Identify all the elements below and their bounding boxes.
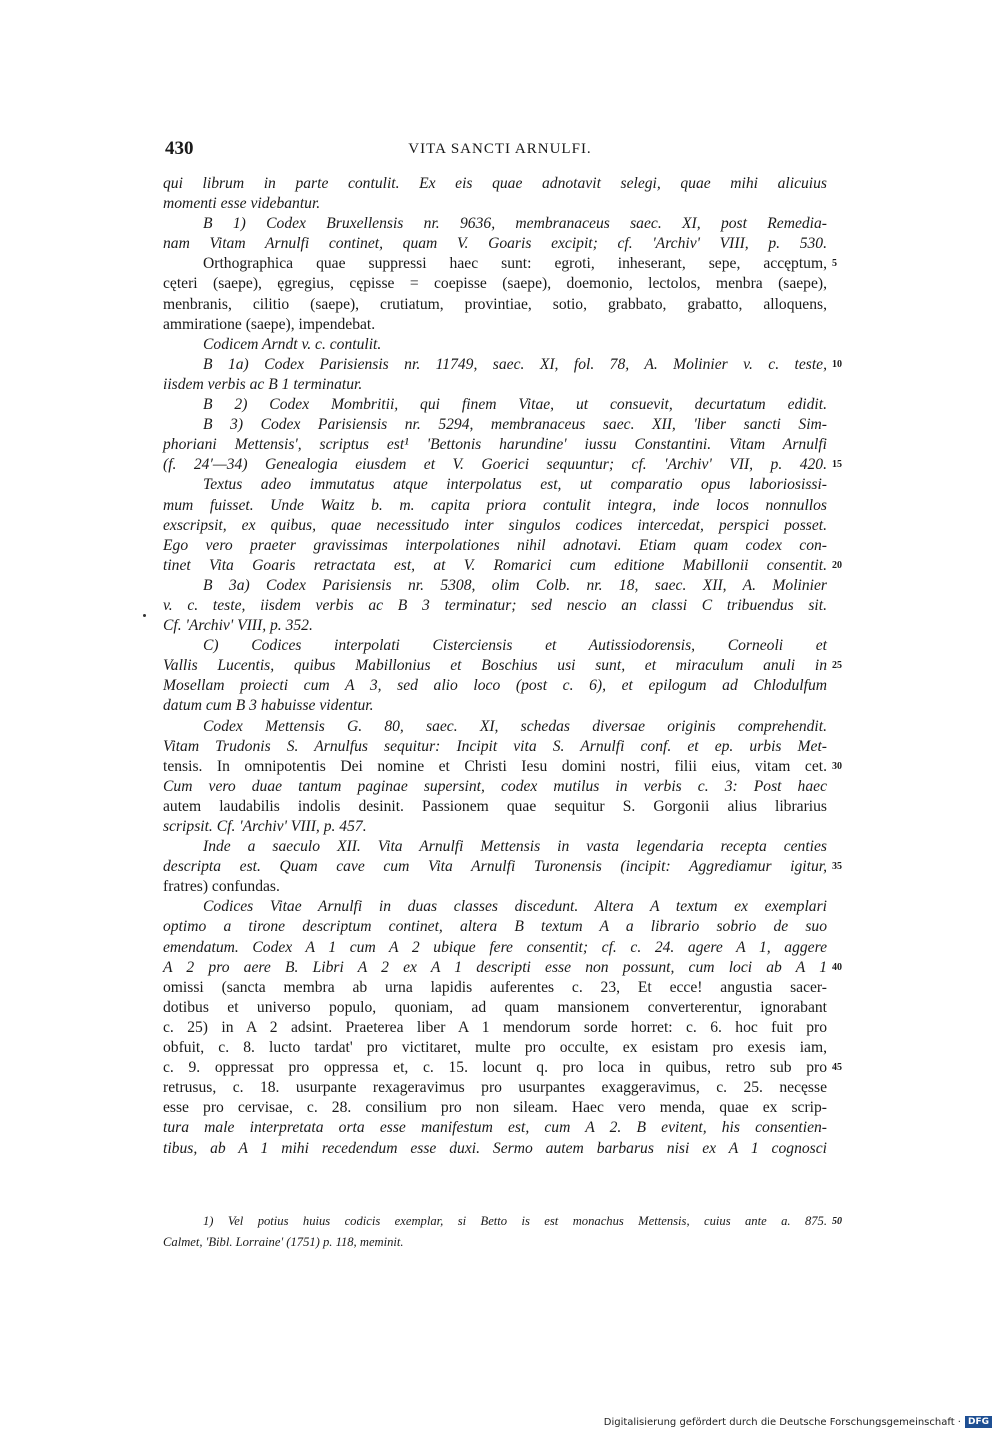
text-line: obfuit, c. 8. lucto tardat' pro victitaret, multe pro occulte, ex esistam pro exesis iam, [163, 1039, 827, 1057]
text-line: exscripsit, ex quibus, quae necessitudo inter singulos codices intercedat, perspici posset. [163, 516, 827, 534]
text-line: Inde a saeculo XII. Vita Arnulfi Mettensis in vasta legendaria recepta centies [203, 838, 827, 856]
text-line: cęteri (saepe), ęgregius, cępisse = coepisse (saepe), doemonio, lectolos, menbra (saepe), [163, 275, 827, 293]
text-line: C) Codices interpolati Cisterciensis et Autissiodorensis, Corneoli et [203, 637, 827, 655]
text-line: Vallis Lucentis, quibus Mabillonius et Boschius usi sunt, et miraculum anuli in 25 [163, 656, 827, 676]
text-line: Mosellam proiecti cum A 3, sed alio loco (post c. 6), et epilogum ad Chlodulfum [163, 677, 827, 695]
text-line: Textus adeo immutatus atque interpolatus est, ut comparatio opus laboriosissi- [203, 476, 827, 494]
running-title: VITA SANCTI ARNULFI. [408, 141, 592, 157]
text-line: emendatum. Codex A 1 cum A 2 ubique fere consentit; cf. c. 24. agere A 1, aggere [163, 938, 827, 956]
text-line: Codices Vitae Arnulfi in duas classes discedunt. Altera A textum ex exemplari [203, 898, 827, 916]
body-text [163, 174, 842, 1159]
text-line: Vitam Trudonis S. Arnulfus sequitur: Incipit vita S. Arnulfi conf. et ep. urbis Met- [163, 737, 827, 755]
text-line: scripsit. Cf. 'Archiv' VIII, p. 457. [163, 818, 367, 835]
text-line: menbranis, cilitio (saepe), crutiatum, provintiae, sotio, grabbato, grabatto, alloquens, [163, 295, 827, 313]
text-line: retrusus, c. 18. usurpante rexageravimus pro usurpantes exaggeravimus, c. 25. necęsse [163, 1079, 827, 1097]
text-line: Codicem Arndt v. c. contulit. [203, 335, 382, 353]
margin-mark [143, 614, 146, 617]
text-line: A 2 pro aere B. Libri A 2 ex A 1 descripti esse non possunt, cum loci ab A 1 40 [163, 958, 827, 978]
text-line: autem laudabilis indolis desinit. Passionem quae sequitur S. Gorgonii alius librarius [163, 797, 827, 815]
footer-credit [604, 1416, 992, 1428]
text-line: qui librum in parte contulit. Ex eis quae adnotavit selegi, quae mihi alicuius [163, 175, 827, 192]
text-line: tura male interpretata orta esse manifestum est, cum A 2. B evitent, his consentien- [163, 1119, 827, 1137]
footnote-line: 1) Vel potius huius codicis exemplar, si Betto is est monachus Mettensis, cuius ante a. 875. 50 [163, 1211, 827, 1232]
line-number: 20 [832, 559, 842, 571]
text-line: phoriani Mettensis', scriptus est¹ 'Bettonis harundine' iussu Constantini. Vitam Arnulfi [163, 436, 827, 454]
line-number: 10 [832, 358, 842, 370]
line-number: 45 [832, 1062, 842, 1074]
line-number: 5 [832, 258, 837, 270]
text-line: Orthographica quae suppressi haec sunt: egroti, inheserant, sepe, accęptum, 5 [163, 254, 827, 274]
text-line: descripta est. Quam cave cum Vita Arnulfi Turonensis (incipit: Aggrediamur igitur, 35 [163, 857, 827, 877]
footnote-line: Calmet, 'Bibl. Lorraine' (1751) p. 118, meminit. [163, 1235, 404, 1249]
text-line: ammiratione (saepe), impendebat. [163, 315, 376, 333]
text-line: fratres) confundas. [163, 878, 280, 896]
text-line: omissi (sancta membra ab urna lapidis auferentes c. 23, Et ecce! angustia sacer- [163, 978, 827, 996]
text-line: B 1a) Codex Parisiensis nr. 11749, saec. XI, fol. 78, A. Molinier v. c. teste, 10 [163, 355, 827, 375]
line-number: 15 [832, 459, 842, 471]
text-line: dotibus et universo populo, quoniam, ad quam mansionem converterentur, ignorabant [163, 998, 827, 1016]
text-line: mum fuisset. Unde Waitz b. m. capita priora contulit integra, inde locos nonnullos [163, 496, 827, 514]
text-line: c. 9. oppressat pro oppressa et, c. 15. locunt q. pro loca in quibus, retro sub pro 45 [163, 1058, 827, 1078]
page-number: 430 [165, 138, 194, 159]
text-line: tensis. In omnipotentis Dei nomine et Christi Iesu domini nostri, filii eius, vitam cet. 30 [163, 757, 827, 777]
text-line: B 3) Codex Parisiensis nr. 5294, membranaceus saec. XII, 'liber sancti Sim- [203, 416, 827, 434]
text-line: momenti esse videbantur. [163, 195, 321, 213]
text-line: iisdem verbis ac B 1 terminatur. [163, 375, 363, 393]
text-line: esse pro cervisae, c. 28. consilium pro non sileam. Haec vero menda, quae ex scrip- [163, 1099, 827, 1117]
text-line: datum cum B 3 habuisse videntur. [163, 697, 374, 715]
line-number: 35 [832, 861, 842, 873]
text-line: Ego vero praeter gravissimas interpolationes nihil adnotavi. Etiam quam codex con- [163, 536, 827, 554]
text-line: B 3a) Codex Parisiensis nr. 5308, olim Colb. nr. 18, saec. XII, A. Molinier [203, 576, 827, 594]
text-line: Cum vero duae tantum paginae supersint, codex mutilus in verbis c. 3: Post haec [163, 777, 827, 795]
text-line: tibus, ab A 1 mihi recedendum esse duxi. Sermo autem barbarus nisi ex A 1 cognosci [163, 1139, 827, 1157]
text-line: nam Vitam Arnulfi continet, quam V. Goaris excipit; cf. 'Archiv' VIII, p. 530. [163, 235, 827, 253]
text-line: Codex Mettensis G. 80, saec. XI, schedas diversae originis comprehendit. [203, 717, 827, 735]
line-number: 50 [832, 1216, 842, 1227]
line-number: 25 [832, 660, 842, 672]
footnotes [163, 1211, 842, 1253]
line-number: 30 [832, 760, 842, 772]
line-number: 40 [832, 961, 842, 973]
footer-text: Digitalisierung gefördert durch die Deutsche Forschungsgemeinschaft · [603, 1416, 961, 1428]
text-line: c. 25) in A 2 adsint. Praeterea liber A 1 mendorum sorde horret: c. 6. hoc fuit pro [163, 1018, 827, 1036]
text-line: optimo a tirone descriptum continet, altera B textum A a librario sobrio de suo [163, 918, 827, 936]
text-line: tinet Vita Goaris retractata est, at V. Romarici cum editione Mabillonii consentit. 20 [163, 556, 827, 576]
text-line: (f. 24′—34) Genealogia eiusdem et V. Goerici sequuntur; cf. 'Archiv' VII, p. 420. 15 [163, 455, 827, 475]
dfg-logo: DFG [965, 1416, 992, 1428]
text-line: B 2) Codex Mombritii, qui finem Vitae, ut consuevit, decurtatum edidit. [203, 396, 827, 414]
text-line: B 1) Codex Bruxellensis nr. 9636, membranaceus saec. XI, post Remedia- [203, 215, 827, 233]
text-line: v. c. teste, iisdem verbis ac B 3 terminatur; sed nescio an classi C tribuendus sit. [163, 596, 827, 614]
text-line: Cf. 'Archiv' VIII, p. 352. [163, 617, 313, 635]
